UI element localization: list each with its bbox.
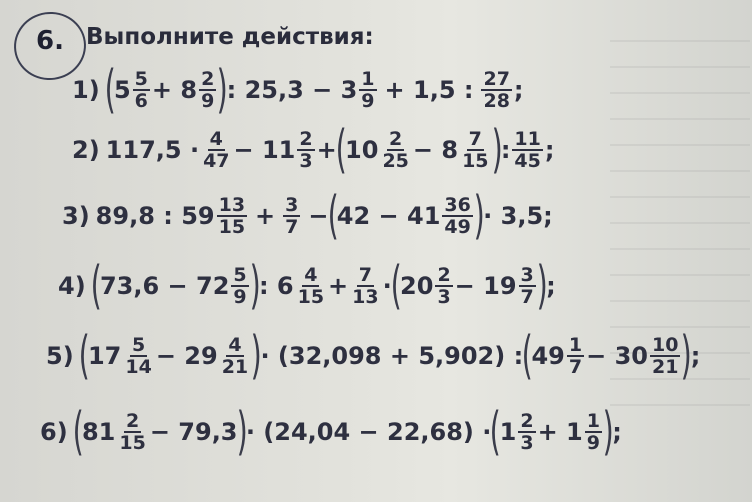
expr-text: · bbox=[382, 272, 392, 300]
paren-open: ( bbox=[489, 402, 502, 462]
problem-label: 1) bbox=[72, 76, 100, 104]
expr-text: 89,8 : 59 bbox=[95, 202, 215, 230]
fraction: $\frac{5}{14}$ bbox=[125, 334, 152, 378]
expr-text: 10 bbox=[345, 136, 379, 164]
expr-text: − 29 bbox=[155, 342, 218, 370]
expr-text: ; bbox=[612, 418, 622, 446]
expr-text: · 3,5; bbox=[483, 202, 553, 230]
expr-text: ; bbox=[544, 136, 555, 164]
expr-text: : 25,3 − 3 bbox=[226, 76, 358, 104]
paren-open: ( bbox=[72, 402, 84, 462]
paren-close: ) bbox=[250, 326, 262, 386]
paren-close: ) bbox=[236, 402, 248, 462]
fraction: $\frac{2}{15}$ bbox=[119, 410, 146, 454]
expr-text: + bbox=[328, 272, 349, 300]
problem-label: 3) bbox=[62, 202, 90, 230]
paren-close: ) bbox=[473, 186, 485, 246]
expr-text: 81 bbox=[81, 418, 116, 446]
paren-open: ( bbox=[335, 120, 347, 180]
expr-text: 17 bbox=[87, 342, 122, 370]
expr-text: + 8 bbox=[151, 76, 198, 104]
fraction: $\frac{3}{7}$ bbox=[520, 264, 534, 308]
paren-close: ) bbox=[681, 326, 693, 386]
problem-label: 5) bbox=[46, 342, 74, 370]
paren-close: ) bbox=[491, 120, 503, 180]
expr-text: 1 bbox=[499, 418, 517, 446]
fraction: $\frac{1}{7}$ bbox=[568, 334, 583, 378]
problem-3 bbox=[62, 184, 553, 248]
problem-5 bbox=[46, 322, 700, 390]
paren-open: ( bbox=[390, 256, 402, 316]
fraction: $\frac{3}{7}$ bbox=[285, 194, 299, 238]
problem-label: 6) bbox=[40, 418, 68, 446]
fraction: $\frac{2}{9}$ bbox=[201, 68, 215, 112]
fraction: $\frac{11}{45}$ bbox=[514, 128, 541, 172]
problem-6 bbox=[40, 396, 622, 468]
fraction: $\frac{4}{21}$ bbox=[221, 334, 249, 378]
paren-close: ) bbox=[216, 60, 229, 120]
expr-text: ; bbox=[690, 342, 701, 370]
fraction: $\frac{36}{49}$ bbox=[444, 194, 471, 238]
expr-text: ; bbox=[513, 76, 524, 104]
problem-label: 2) bbox=[72, 136, 100, 164]
fraction: $\frac{1}{9}$ bbox=[361, 68, 375, 112]
expr-text: + bbox=[316, 136, 337, 164]
fraction: $\frac{7}{13}$ bbox=[352, 264, 379, 308]
expr-text: + 1,5 : bbox=[384, 76, 474, 104]
expr-text: 73,6 − 72 bbox=[99, 272, 230, 300]
expr-text: + 1 bbox=[537, 418, 583, 446]
paren-open: ( bbox=[90, 256, 102, 316]
expr-text: − 8 bbox=[412, 136, 459, 164]
expr-text: · (24,04 − 22,68) · bbox=[245, 418, 492, 446]
problem-label: 4) bbox=[58, 272, 86, 300]
expr-text: − 79,3 bbox=[149, 418, 238, 446]
paren-close: ) bbox=[602, 402, 614, 462]
fraction: $\frac{4}{15}$ bbox=[297, 264, 325, 308]
fraction: $\frac{2}{3}$ bbox=[299, 128, 313, 172]
expr-text: − 11 bbox=[233, 136, 296, 164]
fraction: $\frac{2}{3}$ bbox=[520, 410, 534, 454]
task-number: 6. bbox=[36, 26, 64, 56]
expr-text: + bbox=[255, 202, 276, 230]
paren-close: ) bbox=[249, 256, 261, 316]
expr-text: 49 bbox=[531, 342, 565, 370]
expr-text: 5 bbox=[113, 76, 131, 104]
fraction: $\frac{4}{47}$ bbox=[203, 128, 230, 172]
problem-2 bbox=[72, 120, 554, 180]
expr-text: : bbox=[500, 136, 511, 164]
paren-open: ( bbox=[104, 60, 116, 120]
fraction: $\frac{13}{15}$ bbox=[218, 194, 246, 238]
paren-open: ( bbox=[78, 326, 90, 386]
expr-text: − 19 bbox=[454, 272, 517, 300]
fraction: $\frac{5}{6}$ bbox=[134, 68, 148, 112]
paren-open: ( bbox=[327, 186, 339, 246]
fraction: $\frac{5}{9}$ bbox=[233, 264, 247, 308]
expr-text: 20 bbox=[400, 272, 434, 300]
expr-text: 117,5 · bbox=[105, 136, 200, 164]
paren-close: ) bbox=[536, 256, 548, 316]
expr-text: 42 − 41 bbox=[336, 202, 441, 230]
expr-text: · (32,098 + 5,902) : bbox=[260, 342, 524, 370]
fraction: $\frac{27}{28}$ bbox=[483, 68, 510, 112]
expr-text: − bbox=[308, 202, 329, 230]
fraction: $\frac{2}{3}$ bbox=[437, 264, 451, 308]
problem-4 bbox=[58, 254, 556, 318]
paren-open: ( bbox=[521, 326, 533, 386]
expr-text: ; bbox=[546, 272, 556, 300]
fraction: $\frac{2}{25}$ bbox=[382, 128, 409, 172]
expr-text: − 30 bbox=[586, 342, 648, 370]
problem-1 bbox=[72, 60, 524, 120]
task-title: Выполните действия: bbox=[86, 24, 374, 50]
expr-text: : 6 bbox=[258, 272, 294, 300]
fraction: $\frac{10}{21}$ bbox=[651, 334, 679, 378]
fraction: $\frac{1}{9}$ bbox=[586, 410, 600, 454]
fraction: $\frac{7}{15}$ bbox=[462, 128, 489, 172]
